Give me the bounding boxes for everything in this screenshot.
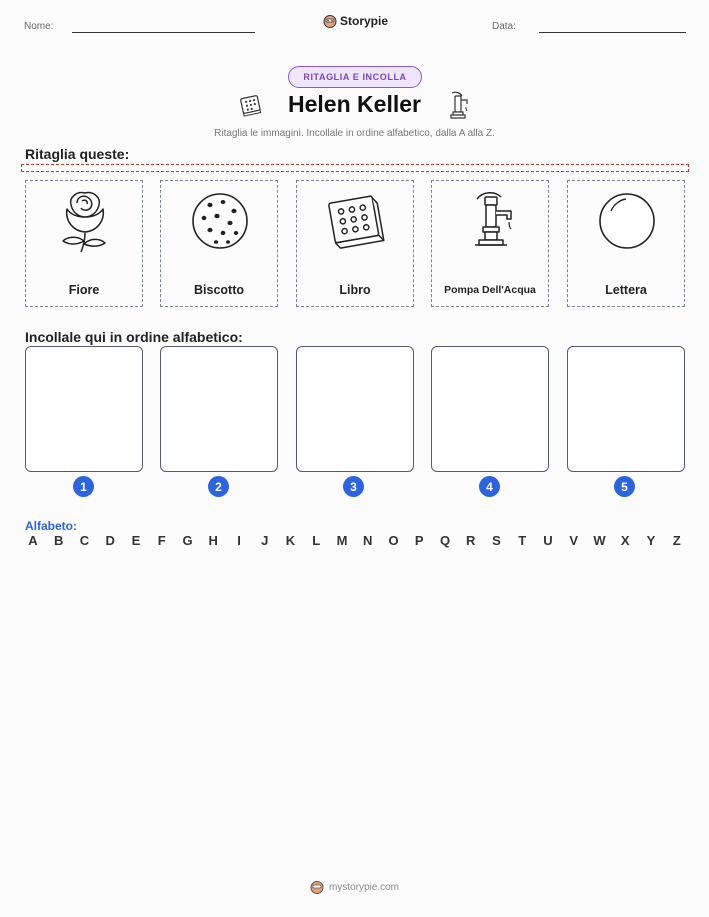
alphabet-letter: F [157, 533, 166, 548]
slot-number: 1 [73, 476, 94, 497]
brand-name: Storypie [340, 14, 389, 28]
dashed-cut-line [21, 164, 689, 172]
alphabet-letter: I [237, 533, 241, 548]
cut-heading: Ritaglia queste: [25, 146, 130, 162]
alphabet-letter: W [593, 533, 606, 548]
alphabet-letter: Z [672, 533, 681, 548]
alphabet-letter: C [79, 533, 90, 548]
slot-number: 3 [343, 476, 364, 497]
alphabet-row [25, 533, 685, 548]
alphabet-title: Alfabeto: [25, 519, 77, 533]
alphabet-letter: K [285, 533, 296, 548]
alphabet-letter: J [261, 533, 269, 548]
date-label: Data: [492, 21, 516, 32]
alphabet-letter: Y [646, 533, 656, 548]
date-line[interactable] [539, 32, 686, 33]
paste-heading: Incollale qui in ordine alfabetico: [25, 329, 243, 345]
water-pump-icon [446, 89, 470, 121]
brand-logo [323, 14, 388, 28]
alphabet-letter: P [414, 533, 424, 548]
card-label: Fiore [68, 283, 100, 297]
card-label: Lettera [605, 283, 647, 297]
cut-card-libro[interactable] [296, 180, 414, 307]
name-label: Nome: [24, 21, 54, 32]
alphabet-letter: D [105, 533, 115, 548]
alphabet-letter: L [312, 533, 321, 548]
page-title: Helen Keller [288, 91, 421, 117]
alphabet-letter: A [28, 533, 38, 548]
water-pump-icon [461, 189, 521, 253]
slot-number: 2 [208, 476, 229, 497]
card-label: Biscotto [194, 283, 244, 297]
rose-icon [55, 189, 115, 253]
footer [0, 880, 709, 894]
cut-card-fiore[interactable] [25, 180, 143, 307]
alphabet-letter: R [466, 533, 476, 548]
alphabet-letter: N [363, 533, 373, 548]
cut-card-lettera[interactable] [567, 180, 685, 307]
alphabet-letter: M [336, 533, 348, 548]
paste-box-1[interactable] [25, 346, 143, 472]
cut-card-biscotto[interactable] [160, 180, 278, 307]
paste-box-3[interactable] [296, 346, 414, 472]
name-line[interactable] [72, 32, 255, 33]
paste-box-5[interactable] [567, 346, 685, 472]
cut-card-pompa[interactable] [431, 180, 549, 307]
braille-book-icon [326, 189, 386, 253]
slot-number: 4 [479, 476, 500, 497]
paste-box-4[interactable] [431, 346, 549, 472]
alphabet-letter: H [208, 533, 218, 548]
alphabet-letter: X [620, 533, 630, 548]
bubble-icon [597, 189, 657, 253]
storypie-mascot-icon [310, 880, 324, 894]
cookie-icon [190, 189, 250, 253]
slot-number: 5 [614, 476, 635, 497]
alphabet-letter: T [518, 533, 527, 548]
instructions: Ritaglia le immagini. Incollale in ordine alfabetico, dalla A alla Z. [214, 128, 495, 139]
alphabet-letter: O [388, 533, 399, 548]
alphabet-letter: G [182, 533, 193, 548]
alphabet-letter: E [131, 533, 141, 548]
alphabet-letter: B [54, 533, 64, 548]
card-label: Libro [339, 283, 371, 297]
card-label: Pompa Dell'Acqua [444, 284, 536, 296]
activity-badge: RITAGLIA E INCOLLA [288, 66, 422, 88]
alphabet-letter: V [569, 533, 579, 548]
footer-url[interactable]: mystorypie.com [328, 881, 399, 893]
alphabet-letter: Q [439, 533, 451, 548]
storypie-mascot-icon [323, 14, 337, 28]
alphabet-letter: U [543, 533, 553, 548]
alphabet-letter: S [492, 533, 501, 548]
paste-box-2[interactable] [160, 346, 278, 472]
